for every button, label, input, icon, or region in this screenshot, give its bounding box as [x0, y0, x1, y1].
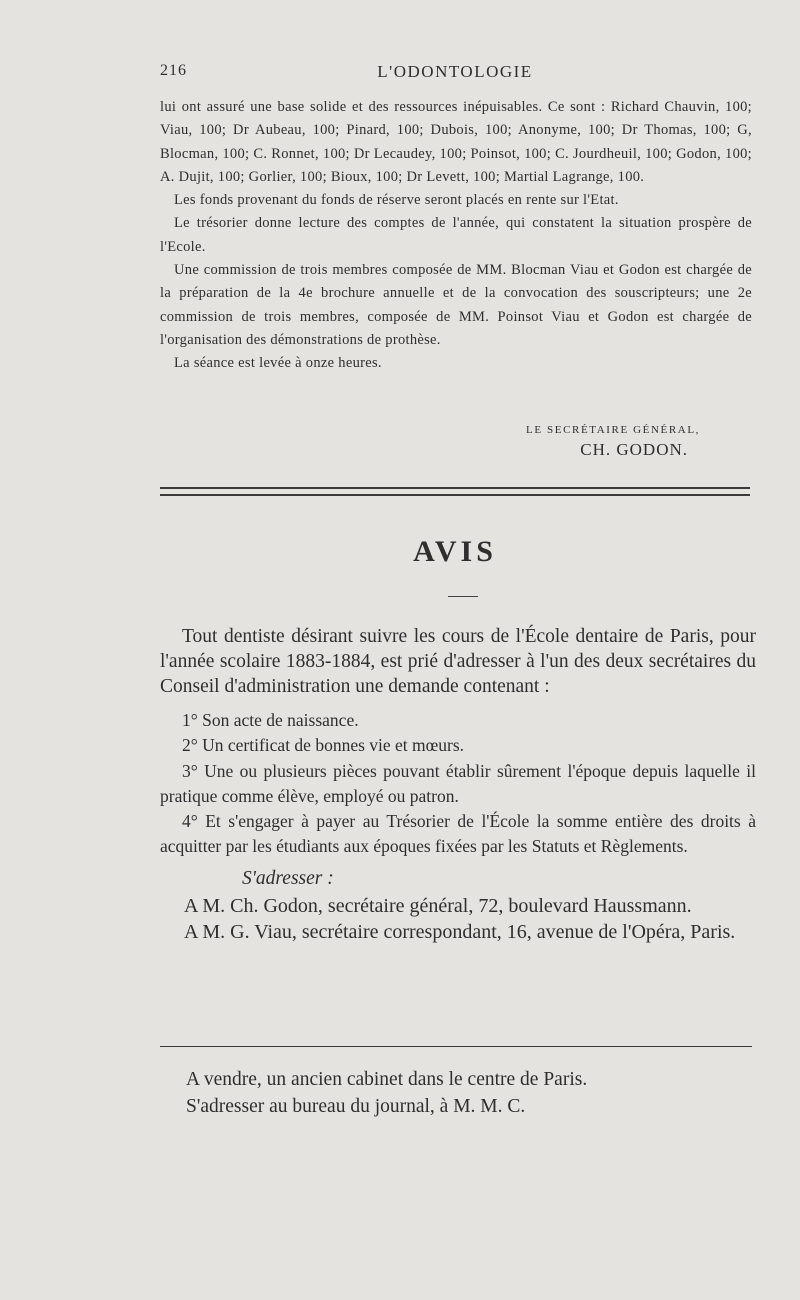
- short-rule-divider: [448, 596, 478, 597]
- signature-block: [430, 424, 700, 460]
- requirement-item: 4° Et s'engager à payer au Trésorier de l'École la somme entière des droits à acquitter par les étudiants aux époques fixées par les Statuts et Règlements.: [160, 811, 756, 857]
- page-number: 216: [160, 62, 187, 79]
- classified-line: A vendre, un ancien cabinet dans le centre de Paris.: [186, 1069, 588, 1090]
- address-corresponding-secretary: A M. G. Viau, secrétaire correspondant, 16, avenue de l'Opéra, Paris.: [184, 920, 736, 943]
- minutes-paragraph-treasurer: Le trésorier donne lecture des comptes de l'année, qui constatent la situation prospère de l'Ecole.: [160, 215, 752, 255]
- address-list: [160, 893, 756, 945]
- minutes-paragraph-reserve: Les fonds provenant du fonds de réserve seront placés en rente sur l'Etat.: [174, 192, 619, 209]
- address-label: S'adresser :: [242, 867, 334, 889]
- avis-notice: [160, 624, 756, 945]
- classified-ad: [186, 1066, 746, 1120]
- avis-intro: Tout dentiste désirant suivre les cours de l'École dentaire de Paris, pour l'année scolaire 1883-1884, est prié d'adresser à l'un des deux secrétaires du Conseil d'administration une demande contenant :: [160, 626, 756, 697]
- signature-title: LE SECRÉTAIRE GÉNÉRAL,: [526, 424, 700, 436]
- minutes-paragraph-donors: lui ont assuré une base solide et des ressources inépuisables. Ce sont : Richard Chauvin, 100; Viau, 100; Dr Aubeau, 100; Pinard, 100; Dubois, 100; Anonyme, 100; Dr Thomas, 100; G, Blocman, 100; C. Ronnet, 100; Dr Lecaudey, 100; Poinsot, 100; C. Jourdheuil, 100; Godon, 100; A. Dujit, 100; Gorlier, 100; Bioux, 100; Dr Levett, 100; Martial Lagrange, 100.: [160, 99, 752, 185]
- requirement-item: 2° Un certificat de bonnes vie et mœurs.: [182, 735, 465, 756]
- single-rule-divider: [160, 1046, 752, 1047]
- running-title: L'ODONTOLOGIE: [377, 62, 533, 81]
- requirement-item: 1° Son acte de naissance.: [182, 710, 359, 730]
- avis-heading: AVIS: [413, 535, 497, 568]
- requirements-list: [160, 708, 756, 860]
- requirement-item: 3° Une ou plusieurs pièces pouvant établir sûrement l'époque depuis laquelle il pratique comme élève, employé ou patron.: [160, 760, 756, 806]
- double-rule-divider: [160, 487, 750, 496]
- address-secretary-general: A M. Ch. Godon, secrétaire général, 72, boulevard Haussmann.: [184, 894, 692, 917]
- page-header: [160, 62, 750, 86]
- minutes-paragraph-commissions: Une commission de trois membres composée de MM. Blocman Viau et Godon est chargée de la préparation de la 4e brochure annuelle et de la convocation des souscripteurs; une 2e commission de trois membres, composée de MM. Poinsot Viau et Godon est chargée de l'organisation des démonstrations de prothèse.: [160, 262, 752, 348]
- signature-name: CH. GODON.: [580, 440, 688, 459]
- meeting-minutes: [160, 96, 752, 376]
- minutes-paragraph-closing: La séance est levée à onze heures.: [174, 355, 382, 372]
- classified-line: S'adresser au bureau du journal, à M. M. C.: [186, 1096, 526, 1117]
